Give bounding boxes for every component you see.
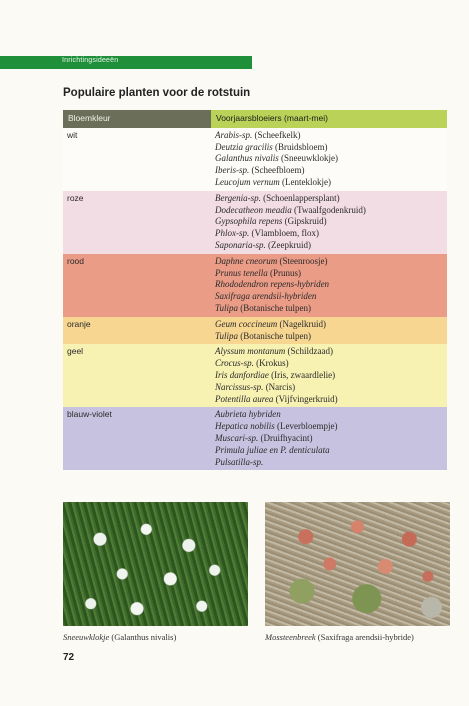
plants-table: [63, 110, 447, 470]
plant-common-name: (Botanische tulpen): [240, 302, 311, 313]
snowdrops-photo: [63, 502, 248, 626]
bloemkleur-cell: rood: [67, 255, 85, 266]
bloemkleur-cell: roze: [67, 192, 84, 203]
table-body: [63, 128, 447, 471]
table-row: [63, 407, 447, 470]
plant-scientific-name: Alyssum montanum: [215, 346, 286, 357]
plant-common-name: (Steenroosje): [279, 255, 328, 266]
plants-cell: [211, 254, 447, 317]
plant-common-name: (Lenteklokje): [282, 176, 331, 187]
caption-detail: (Galanthus nivalis): [111, 632, 177, 642]
plant-entry: [215, 457, 442, 469]
bloemkleur-cell: blauw-violet: [67, 409, 112, 420]
caption-sci-name: Mossteenbreek: [265, 632, 316, 642]
header-voorjaarsbloeiers: Voorjaarsbloeiers (maart-mei): [211, 110, 447, 128]
photo-caption-snowdrops: [63, 632, 176, 642]
caption-detail: (Saxifraga arendsii-hybride): [317, 632, 414, 642]
plant-entry: [215, 193, 442, 205]
plant-scientific-name: Potentilla aurea: [215, 393, 274, 404]
plant-common-name: (Leverbloempje): [277, 421, 338, 432]
plant-entry: [215, 228, 442, 240]
plant-entry: [215, 303, 442, 315]
plant-common-name: (Sneeuwklokje): [281, 153, 338, 164]
plant-entry: [215, 409, 442, 421]
plant-common-name: (Schoenlappersplant): [263, 192, 340, 203]
plant-entry: [215, 216, 442, 228]
plant-common-name: (Scheefkelk): [254, 129, 301, 140]
plant-common-name: (Iris, zwaardlelie): [271, 369, 336, 380]
plant-scientific-name: Prunus tenella: [215, 267, 268, 278]
plant-entry: [215, 319, 442, 331]
table-row: [63, 254, 447, 317]
plant-entry: [215, 153, 442, 165]
plant-common-name: (Nagelkruid): [279, 318, 326, 329]
plant-entry: [215, 346, 442, 358]
plant-scientific-name: Saponaria-sp.: [215, 239, 266, 250]
plant-entry: [215, 370, 442, 382]
section-bar: [0, 56, 252, 69]
plant-common-name: (Schildzaad): [287, 346, 333, 357]
plant-common-name: (Gipskruid): [284, 216, 327, 227]
plant-common-name: (Narcis): [265, 381, 296, 392]
saxifraga-photo: [265, 502, 450, 626]
table-row: [63, 344, 447, 407]
page-number: 72: [63, 652, 75, 663]
plant-scientific-name: Phlox-sp.: [215, 228, 250, 239]
plant-scientific-name: Rhododendron repens-hybriden: [215, 279, 330, 290]
plants-cell: [211, 344, 447, 407]
section-label: Inrichtingsideeën: [62, 57, 119, 64]
plant-scientific-name: Arabis-sp.: [215, 129, 253, 140]
plants-cell: [211, 317, 447, 345]
plant-entry: [215, 256, 442, 268]
caption-sci-name: Sneeuwklokje: [63, 632, 110, 642]
plant-common-name: (Scheefbloem): [251, 165, 305, 176]
plants-cell: [211, 128, 447, 191]
plant-common-name: (Prunus): [270, 267, 301, 278]
plant-entry: [215, 142, 442, 154]
plant-scientific-name: Hepatica nobilis: [215, 421, 275, 432]
plant-common-name: (Vlambloem, flox): [251, 228, 319, 239]
plant-common-name: (Bruidsbloem): [275, 141, 328, 152]
plant-entry: [215, 205, 442, 217]
plant-entry: [215, 358, 442, 370]
plant-entry: [215, 279, 442, 291]
bloemkleur-cell: wit: [67, 129, 78, 140]
plant-scientific-name: Muscari-sp.: [215, 432, 259, 443]
plant-scientific-name: Geum coccineum: [215, 318, 278, 329]
plant-entry: [215, 331, 442, 343]
plant-scientific-name: Primula juliae en P. denticulata: [215, 444, 330, 455]
plant-scientific-name: Tulipa: [215, 302, 239, 313]
plants-cell: [211, 407, 447, 470]
plant-common-name: (Zeepkruid): [268, 239, 311, 250]
plant-scientific-name: Daphne cneorum: [215, 255, 278, 266]
plant-entry: [215, 445, 442, 457]
plant-common-name: (Krokus): [256, 358, 289, 369]
table-row: [63, 128, 447, 191]
plant-scientific-name: Bergenia-sp.: [215, 192, 261, 203]
plant-common-name: (Botanische tulpen): [240, 330, 311, 341]
table-row: [63, 191, 447, 254]
plant-scientific-name: Iris danfordiae: [215, 369, 269, 380]
plant-scientific-name: Leucojum vernum: [215, 176, 280, 187]
plant-scientific-name: Pulsatilla-sp.: [215, 456, 264, 467]
plant-entry: [215, 268, 442, 280]
plant-scientific-name: Deutzia gracilis: [215, 141, 273, 152]
plant-scientific-name: Tulipa: [215, 330, 239, 341]
plant-scientific-name: Gypsophila repens: [215, 216, 283, 227]
plant-entry: [215, 177, 442, 189]
plant-entry: [215, 291, 442, 303]
plant-scientific-name: Galanthus nivalis: [215, 153, 279, 164]
plant-scientific-name: Iberis-sp.: [215, 165, 250, 176]
plant-entry: [215, 433, 442, 445]
header-bloemkleur: Bloemkleur: [63, 110, 211, 128]
plant-entry: [215, 165, 442, 177]
plant-scientific-name: Aubrieta hybriden: [215, 409, 281, 420]
plant-common-name: (Twaalfgodenkruid): [293, 204, 366, 215]
plant-common-name: (Vijfvingerkruid): [275, 393, 338, 404]
plant-scientific-name: Crocus-sp.: [215, 358, 254, 369]
table-row: [63, 317, 447, 345]
plant-scientific-name: Saxifraga arendsii-hybriden: [215, 291, 317, 302]
plant-entry: [215, 240, 442, 252]
plant-entry: [215, 421, 442, 433]
plant-scientific-name: Narcissus-sp.: [215, 381, 264, 392]
plant-entry: [215, 382, 442, 394]
bloemkleur-cell: geel: [67, 346, 84, 357]
bloemkleur-cell: oranje: [67, 318, 91, 329]
table-header-row: [63, 110, 447, 128]
plant-common-name: (Druifhyacint): [260, 432, 313, 443]
plant-entry: [215, 394, 442, 406]
photo-caption-saxifraga: [265, 632, 414, 642]
plant-scientific-name: Dodecatheon meadia: [215, 204, 292, 215]
plant-entry: [215, 130, 442, 142]
page-title: Populaire planten voor de rotstuin: [63, 87, 251, 99]
plants-cell: [211, 191, 447, 254]
